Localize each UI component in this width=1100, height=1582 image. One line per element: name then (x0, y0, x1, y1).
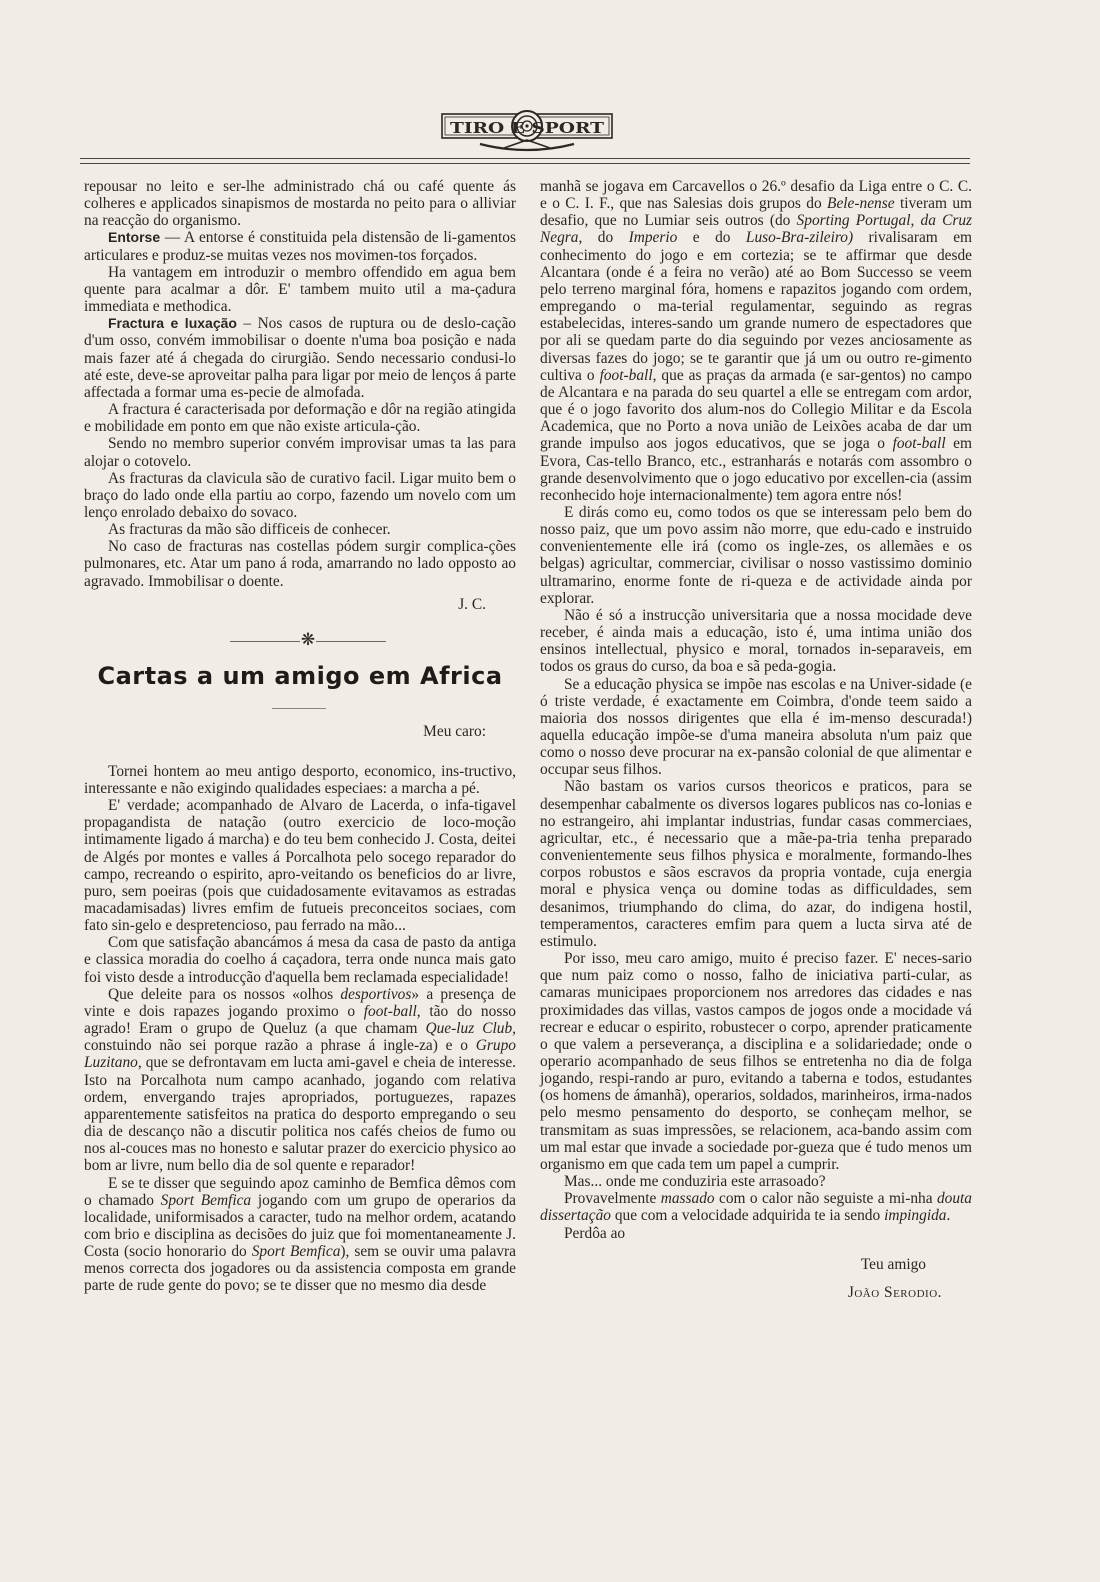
paragraph (540, 1190, 972, 1224)
paragraph (84, 986, 516, 1175)
divider-line (230, 641, 300, 642)
text-run: e do (677, 229, 746, 247)
italic-run: Luso-Bra-zileiro) (745, 229, 854, 247)
text-run: rivalisaram em conhecimento do jogo e em cortezia; se te affirmar que desde Alcantara (onde é a feira no verão) até ao Bom Successo se veem pelo terreno marginal fóra, homens e rapazitos jogando com ordem, empregando o ma-terial regulamentar, seguindo as regras estabelecidas, interes-sando um grande numero de espectadores que por ali se quedam parte do dia seguindo por vezes anciosamente as diversas fazes do jogo; se te garantir que já um ou outro re-gimento cultiva o (540, 229, 973, 384)
author-initials: J. C. (458, 595, 486, 613)
paragraph: Se a educação physica se impõe nas escolas e na Univer-sidade (e ó triste verdade, é exactamente em Coimbra, d'onde teem saido a maioria dos nossos dirigentes que ella é im-menso descurada!) aquella educação impõe-se d'uma maneira absoluta n'um paiz que como o nosso deve procurar na ex-pansão colonial de que alimentar e occupar seus filhos. (540, 675, 972, 779)
italic-run: desportivos (340, 985, 412, 1003)
text-run: manhã se jogava em Carcavellos o 26.º desafio da Liga entre o C. C. e o C. I. F., que nas Salesias dois grupos do (540, 178, 972, 213)
italic-run: Sporting Portugal, da Cruz Negra (540, 212, 973, 247)
author-signature: João Serodio. (847, 1283, 942, 1301)
paragraph: Tornei hontem ao meu antigo desporto, economico, ins-tructivo, interessante e não exigindo qualidades especiaes: a marcha a pé. (84, 762, 516, 797)
italic-run: Grupo Luzitano (84, 1037, 516, 1072)
asterism-icon: ❋ (300, 629, 316, 649)
paragraph: No caso de fracturas nas costellas pódem surgir complica-ções pulmonares, etc. Atar um pano á roda, amarrando no lado opposto ao agravado. Immobilisar o doente. (84, 538, 516, 590)
section-divider (84, 624, 516, 658)
masthead-logo (440, 108, 614, 154)
header-rule-thin (80, 163, 970, 164)
right-column (540, 178, 972, 1302)
text-run: E se te disser que seguindo apoz caminho de Bemfica dêmos com o chamado (84, 1174, 516, 1209)
paragraph: E' verdade; acompanhado de Alvaro de Lacerda, o infa-tigavel propagandista de natação (outro exercicio de loco-moção intimamente ligado á marcha) e do teu bem conhecido J. Costa, deitei de Algés por montes e valles á Porcalhota pelo socego reparador do campo, recreando o espirito, apro-veitando os beneficios do ar livre, puro, sem poeiras (pois que cuidadosamente evitavamos as estradas macadamisadas) livres emfim de futueis preconceitos sociaes, com fato sin-gelo e despretencioso, pau ferrado na mão... (84, 797, 516, 935)
fractura-paragraph (84, 315, 516, 401)
fractura-text: – Nos casos de ruptura ou de deslo-cação d'um osso, convém immobilisar o doente n'uma boa posição e nada mais fazer até á chegada do cirurgião. Sendo necessario condusi-lo até este, deve-se aproveitar palha para ligar por meio de lenços á parte affectada a formar uma es-pecie de almofada. (84, 315, 517, 401)
salutation: Meu caro: (423, 722, 486, 740)
text-run: , do (578, 229, 629, 247)
italic-run: Que-luz Club (425, 1020, 513, 1038)
text-run: , constuindo não sei porque razão a phrase á ingle-za) e o (84, 1020, 516, 1055)
paragraph: A fractura é caracterisada por deformação e dôr na região atingida e mobilidade em ponto em que não existe articula-ção. (84, 401, 516, 436)
paragraph (84, 1175, 516, 1295)
text-run: jogando com um grupo de operarios da localidade, uniformisados a caracter, tudo na melhor ordem, acatando com brio e disciplina as decisões do juiz que foi momentaneamente J. Costa (socio honorario do (84, 1191, 517, 1261)
text-run: que com a velocidade adquirida te ia sendo (610, 1207, 885, 1225)
paragraph (540, 178, 972, 504)
paragraph: Não é só a instrucção universitaria que a nossa mocidade deve receber, é ainda mais a educação, isto é, uma intima união dos ensinos intellectual, physico e moral, tornados in-separaveis, em todos os graus do curso, da boa e sã peda-gogia. (540, 606, 972, 676)
italic-run: Bele-nense (827, 195, 895, 213)
text-run: . (946, 1207, 951, 1225)
text-run: , que se defrontavam em lucta ami-gavel e cheia de interesse. Isto na Porcalhota num campo acanhado, jogando com relativa ordem, envergando trajes apropriados, portuguezes, rapazes apparentemente satisfeitos na pratica do desporto empregando o seu dia de descanço não a discutir politica nos cafés cheios de fumo ou nos al-couces mas no honesto e salutar prazer do exercicio physico ao bom ar livre, num bello dia de sol quente e reparador! (84, 1054, 516, 1175)
italic-run: impingida (884, 1207, 947, 1225)
italic-run: foot-ball (599, 366, 653, 384)
italic-run: massado (660, 1190, 715, 1208)
paragraph: Ha vantagem em introduzir o membro offendido em agua bem quente para acalmar a dôr. E' tambem muito util a ma-çadura immediata e methodica. (84, 263, 516, 316)
text-run: com o calor não seguiste a mi-nha (714, 1190, 937, 1208)
paragraph: Não bastam os varios cursos theoricos e praticos, para se desempenhar cabalmente os diversos logares publicos nas co-lonias e no estrangeiro, ahi implantar industrias, fundar casas commerciaes, agricultar, etc., é necessario que a mãe-pa-tria tenha preparado convenientemente seus filhos physica e moralmente, formando-lhes corpos robustos e sãos escravos da propria vontade, cuja energia moral e physica vença ou domine todas as difficuldades, sem desanimos, triumphando do clima, do azar, do indigena hostil, temperamentos, caracteres emfim para quem a lucta sirva até de estimulo. (540, 778, 972, 950)
masthead-title: TIRO E SPORT (450, 119, 606, 137)
paragraph: Com que satisfação abancámos á mesa da casa de pasto da antiga e classica moradia do coelho á caçadora, terra onde nunca mais gato foi visto desde a introducção d'aquella bem reclamada especialidade! (84, 934, 516, 986)
italic-run: Imperio (628, 229, 678, 247)
text-run: » a presença de vinte e dois rapazes jogando proximo o (84, 985, 516, 1020)
italic-run: Sport Bemfica (251, 1243, 341, 1261)
paragraph: Sendo no membro superior convém improvisar umas ta las para alojar o cotovelo. (84, 435, 516, 470)
masthead-emblem (440, 108, 614, 154)
italic-run: Sport Bemfica (160, 1191, 252, 1209)
paragraph: Mas... onde me conduziria este arrasoado? (564, 1173, 826, 1191)
italic-run: foot-ball (892, 435, 946, 453)
text-run: em Evora, Cas-tello Branco, etc., estranharás e notarás com assombro o grande desenvolvimento que o jogo educativo por excellen-cia (assim reconhecido hoje internacionalmente) tem agora entre nós! (540, 435, 972, 504)
header-rule (80, 158, 970, 159)
paragraph: E dirás como eu, como todos os que se interessam pelo bem do nosso paiz, que um povo assim não morre, que edu-cado e instruido convenientemente elle irá (como os ingle-zes, os allemães e os belgas) agricultar, commerciar, civilisar o nosso vastissimo dominio ultramarino, enorme fonte de ri-queza e de actividade ainda por explorar. (540, 503, 972, 607)
left-column (84, 178, 516, 1295)
italic-run: douta dissertação (540, 1190, 972, 1225)
divider-line (316, 641, 386, 642)
paragraph: As fracturas da mão são difficeis de conhecer. (108, 521, 391, 539)
entorse-heading: Entorse (108, 229, 161, 246)
paragraph: As fracturas da clavicula são de curativo facil. Ligar muito bem o braço do lado onde ella partiu ao corpo, fazendo um novelo com um lenço enrolado debaixo do sovaco. (84, 469, 516, 521)
entorse-text: — A entorse é constituida pela distensão de li-gamentos articulares e produz-se muitas vezes nos movimen-tos forçados. (84, 229, 516, 264)
text-run: Que deleite para os nossos «olhos (108, 985, 341, 1003)
closing-line: Teu amigo (860, 1255, 926, 1273)
text-run: , tão do nosso agrado! Eram o grupo de Queluz (a que chamam (84, 1002, 516, 1038)
text-run: ), sem se ouvir uma palavra menos correcta dos jogadores ou da assistencia composta em grande parte de rude gente do povo; se te disser que no mesmo dia desde (84, 1243, 517, 1295)
paragraph: repousar no leito e ser-lhe administrado chá ou café quente ás colheres e applicados sinapismos de mostarda no peito para o alliviar na reacção do organismo. (84, 178, 516, 230)
entorse-paragraph (84, 229, 516, 263)
paragraph: Perdôa ao (564, 1224, 626, 1242)
spacer (84, 741, 516, 763)
text-run: tiveram um desafio, que no Lumiar seis outros (do (540, 195, 972, 230)
article-headline: Cartas a um amigo em Africa (97, 661, 503, 690)
text-run: Provavelmente (564, 1190, 661, 1208)
fractura-heading: Fractura e luxação (108, 315, 237, 332)
text-run: , que as praças da armada (e sar-gentos) no campo de Alcantara e na parada do seu quartel a elle se entregam com ardor, que é o jogo favorito dos alum-nos do Collegio Militar e da Escola Academica, que no Porto a nova união de Leixões acaba de dar um grande impulso aos jogos educativos, que se joga o (540, 366, 972, 453)
italic-run: foot-ball (363, 1002, 417, 1020)
headline-rule (272, 708, 326, 709)
paragraph: Por isso, meu caro amigo, muito é preciso fazer. E' neces-sario que num paiz como o nosso, falho de iniciativa parti-cular, as camaras municipaes proporcionem nos arredores das cidades e nas proximidades das villas, vastos campos de jogos onde a mocidade vá recrear e educar o espirito, robustecer o corpo, aprender praticamente o que valem a perseverança, a disciplina e a solidariedade; onde o operario acompanhado de seus filhos se entretenha no dia de folga jogando, respi-rando ar puro, evitando a taberna e todos, estudantes (os homens de ámanhã), operarios, soldados, marinheiros, irma-nados pelo mesmo pensamento do desporto, se conheçam melhor, se transmitam as suas impressões, se relacionem, aca-bando assim com um mal estar que invade a sociedade por-gueza que é tudo menos um organismo em que cada tem um papel a cumprir. (540, 950, 972, 1173)
